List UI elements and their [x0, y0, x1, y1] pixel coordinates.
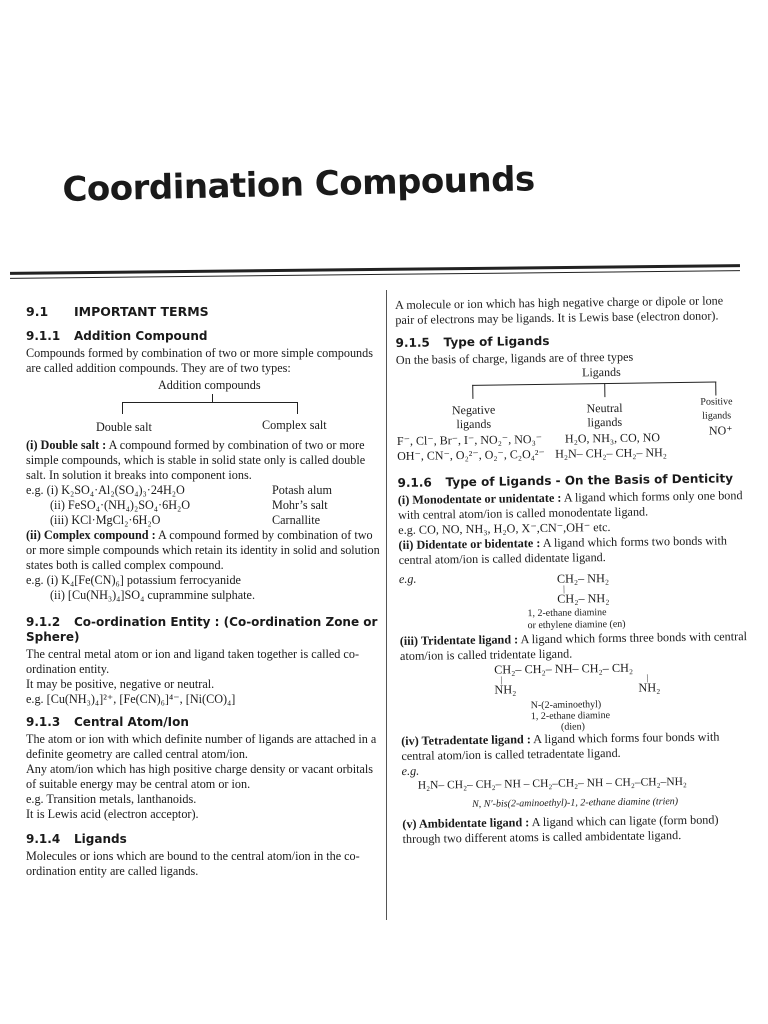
tetradentate-text: A ligand which forms four bonds with central atom/ion is called tetradentate ligand.: [401, 729, 720, 763]
section-number: 9.1: [26, 304, 49, 319]
complex-example: (ii) [Cu(NH₃)₄]SO₄ cuprammine sulphate.: [50, 588, 255, 602]
section-title: Ligands: [74, 832, 127, 846]
tridentate-label: (iii) Tridentate ligand :: [399, 632, 519, 648]
central-atom-line: The atom or ion with which definite number of ligands are attached in a definite geometry are called central atom/ion.: [26, 732, 377, 761]
tree-branch: [472, 382, 716, 386]
formula-bond: |: [563, 583, 565, 594]
tree-root: Ligands: [581, 364, 621, 380]
en-formula: [399, 563, 750, 634]
example-formula: (iii) KCl·MgCl₂·6H₂O: [50, 513, 161, 527]
didentate-text: A ligand which forms two bonds with central atom/ion is called didentate ligand.: [398, 533, 727, 567]
tree-leg: [715, 382, 716, 396]
tree-root: Addition compounds: [158, 378, 261, 392]
neutral-examples-2: H₂N– CH₂– CH₂– NH₂: [555, 445, 668, 461]
section-9-1-heading: [26, 304, 382, 319]
tree-leg: [472, 385, 473, 399]
formula-amine-left: NH₂: [494, 682, 517, 697]
complex-compound-text: A compound formed by combination of two or more simple compounds which retain its identity in solid and solution states both is called complex compound.: [26, 528, 380, 572]
section-9-1-3-heading: [26, 715, 382, 730]
complex-example: e.g. (i) K₄[Fe(CN)₆] potassium ferrocyanide: [26, 573, 241, 587]
section-9-1-4-heading: [26, 832, 382, 847]
tree-leg: [604, 383, 605, 397]
tree-neutral: Neutral ligands: [586, 400, 623, 430]
example-row: [26, 498, 382, 513]
central-atom-line: It is Lewis acid (electron acceptor).: [26, 807, 199, 821]
ambidentate-para: [402, 812, 752, 847]
addition-compound-text: Compounds formed by combination of two or more simple compounds are called addition compounds. They are of two types:: [26, 346, 373, 375]
tree-left: Double salt: [96, 420, 152, 434]
negative-examples-1: F⁻, Cl⁻, Br⁻, I⁻, NO₂⁻, NO₃⁻: [396, 431, 543, 448]
example-formula: (ii) FeSO₄·(NH₄)₂SO₄·6H₂O: [50, 498, 191, 512]
eg-label: e.g.: [398, 571, 417, 586]
section-number: 9.1.3: [26, 715, 61, 729]
central-atom-line: Any atom/ion which has high positive charge density or vacant orbitals of suitable energy may be central atom or ion.: [26, 762, 374, 791]
formula-name-3: (dien): [560, 721, 585, 733]
formula-line-1: CH₂– NH₂: [556, 571, 610, 586]
coordination-entity-line: The central metal atom or ion and ligand taken together is called co-ordination entity.: [26, 647, 359, 676]
trien-name: N, N′-bis(2-aminoethyl)-1, 2-ethane diamine (trien): [472, 796, 679, 810]
formula-name-2: or ethylene diamine (en): [527, 618, 626, 632]
monodentate-text: A ligand which forms only one bond with central atom/ion is called monodentate ligand.: [397, 488, 743, 522]
tree-branch: [122, 402, 298, 403]
complex-compound-para: [26, 528, 382, 573]
example-formula: e.g. (i) K₂SO₄·Al₂(SO₄)₃·24H₂O: [26, 483, 185, 497]
left-column: [26, 298, 382, 879]
section-title: Type of Ligands - On the Basis of Denticity: [445, 471, 734, 490]
monodentate-para: [398, 488, 748, 523]
dien-formula: [400, 659, 751, 734]
section-title: Addition Compound: [74, 329, 208, 343]
tree-stem: [212, 394, 213, 402]
tetradentate-label: (iv) Tetradentate ligand :: [401, 732, 531, 748]
section-number: 9.1.5: [395, 335, 430, 350]
formula-amine-right: NH₂: [638, 680, 661, 695]
ligand-types-tree: [396, 363, 747, 463]
section-9-1-2-heading: [26, 615, 382, 645]
section-title: Type of Ligands: [443, 333, 550, 350]
section-title: Central Atom/Ion: [74, 715, 189, 729]
tree-left-leg: [122, 402, 123, 414]
complex-compound-label: (ii) Complex compound :: [26, 528, 156, 542]
chapter-title: Coordination Compounds: [62, 159, 536, 210]
didentate-label: (ii) Didentate or bidentate :: [398, 535, 541, 552]
formula-bond: |: [646, 672, 649, 683]
ligand-intro: A molecule or ion which has high negative charge or dipole or lone pair of electrons may be ligands. It is Lewis base (electron donor).: [395, 293, 724, 327]
section-number: 9.1.2: [26, 615, 61, 629]
tridentate-text: A ligand which forms three bonds with central atom/ion is called tridentate ligand.: [399, 629, 748, 663]
formula-name-1: 1, 2-ethane diamine: [527, 607, 607, 620]
ligands-text: Molecules or ions which are bound to the central atom/ion in the co-ordination entity are called ligands.: [26, 849, 360, 878]
ambidentate-text: A ligand which can ligate (form bond) through two different atoms is called ambidentate ligand.: [402, 812, 719, 846]
neutral-examples-1: H₂O, NH₃, CO, NO: [564, 430, 661, 446]
tree-positive: Positive ligands: [700, 396, 733, 422]
section-title: IMPORTANT TERMS: [74, 304, 209, 319]
trien-formula: H₂N– CH₂– CH₂– NH – CH₂–CH₂– NH – CH₂–CH₂–NH₂: [417, 775, 687, 792]
double-salt-text: A compound formed by combination of two or more simple compounds, which is stable in solid state only is called double salt. In solution it breaks into component ions.: [26, 438, 366, 482]
central-atom-line: e.g. Transition metals, lanthanoids.: [26, 792, 197, 806]
coordination-entity-line: It may be positive, negative or neutral.: [26, 677, 215, 691]
example-row: [26, 483, 382, 498]
double-salt-label: (i) Double salt :: [26, 438, 107, 452]
eg-label: e.g.: [401, 763, 420, 778]
didentate-para: [398, 533, 748, 568]
formula-name-1: N-(2-aminoethyl): [530, 699, 602, 712]
double-salt-para: [26, 438, 382, 483]
section-number: 9.1.4: [26, 832, 61, 846]
coordination-entity-line: e.g. [Cu(NH₃)₄]²⁺, [Fe(CN)₆]⁴⁻, [Ni(CO)₄]: [26, 692, 236, 706]
section-number: 9.1.1: [26, 329, 61, 343]
tree-right: Complex salt: [262, 418, 327, 432]
ligand-types-text: On the basis of charge, ligands are of three types: [395, 349, 634, 367]
negative-examples-2: OH⁻, CN⁻, O₂²⁻, O₂⁻, C₂O₄²⁻: [397, 446, 545, 463]
tridentate-para: [400, 629, 750, 664]
example-row: [26, 513, 382, 528]
example-name: Mohr’s salt: [272, 498, 328, 512]
right-column: [395, 293, 753, 847]
formula-line-1: CH₂– CH₂– NH– CH₂– CH₂: [494, 660, 634, 677]
addition-compound-tree: [26, 376, 382, 438]
positive-examples: NO⁺: [708, 423, 733, 438]
formula-bond: |: [500, 674, 503, 685]
tree-negative: Negative ligands: [451, 402, 496, 432]
ambidentate-label: (v) Ambidentate ligand :: [402, 815, 530, 831]
section-title: Co-ordination Entity : (Co-ordination Zone or Sphere): [26, 615, 378, 644]
formula-line-2: CH₂– NH₂: [557, 591, 610, 606]
monodentate-example: e.g. CO, NO, NH₃, H₂O, X⁻,CN⁻,OH⁻ etc.: [398, 520, 611, 537]
formula-name-2: 1, 2-ethane diamine: [530, 710, 611, 723]
section-number: 9.1.6: [397, 475, 432, 490]
column-divider: [386, 290, 387, 920]
example-name: Carnallite: [272, 513, 321, 527]
example-name: Potash alum: [272, 483, 332, 497]
section-9-1-1-heading: [26, 329, 382, 344]
tree-right-leg: [297, 402, 298, 414]
monodentate-label: (i) Monodentate or unidentate :: [397, 490, 562, 507]
